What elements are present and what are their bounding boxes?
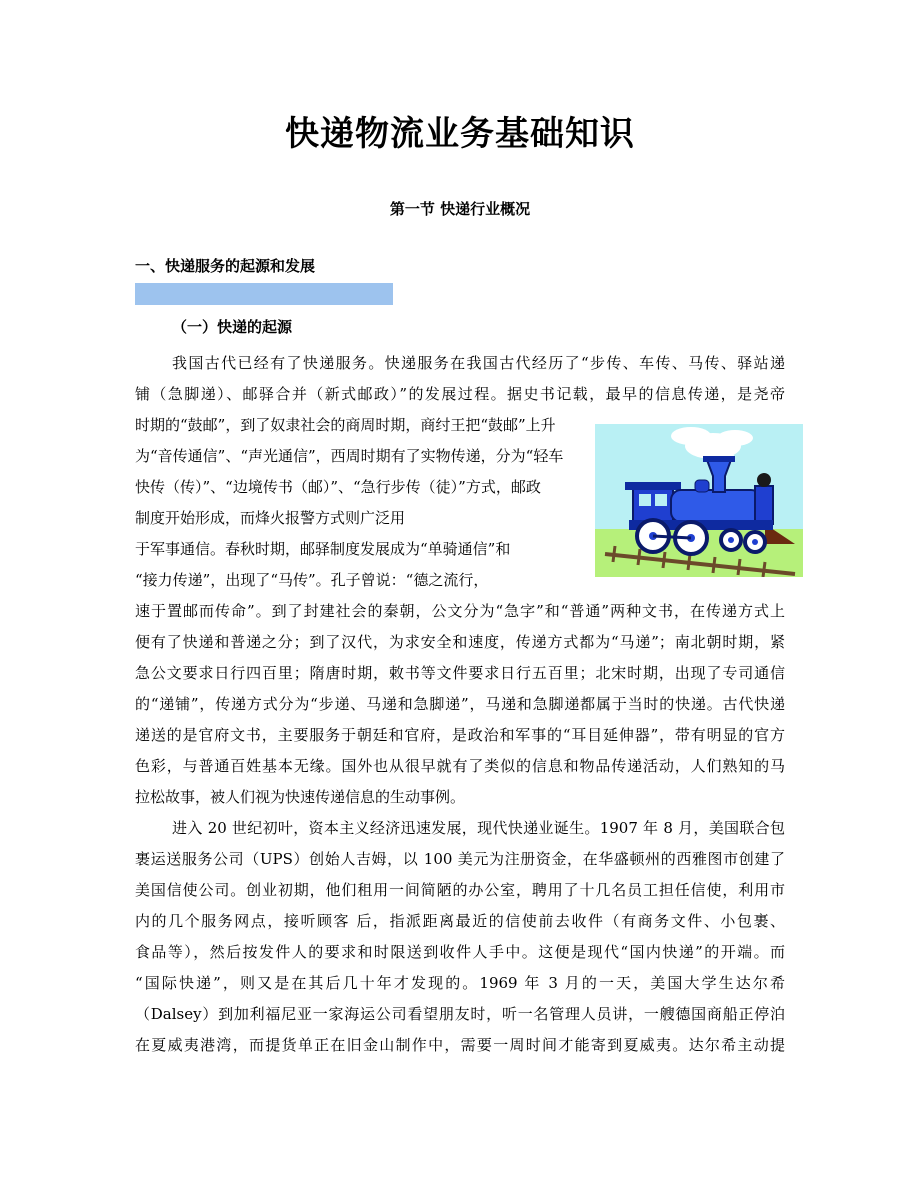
paragraph-line: 食品等），然后按发件人的要求和时限送到收件人手中。这便是现代“国内快递”的开端。而 xyxy=(135,943,785,961)
section-heading: 第一节 快递行业概况 xyxy=(389,200,531,218)
paragraph-line: 便有了快递和普递之分；到了汉代，为求安全和速度，传递方式都为“马递”；南北朝时期，紧 xyxy=(135,633,785,651)
paragraph-line: 递送的是官府文书，主要服务于朝廷和官府，是政治和军事的“耳目延伸器”，带有明显的官方 xyxy=(135,726,785,744)
paragraph-line: 色彩，与普通百姓基本无缘。国外也从很早就有了类似的信息和物品传递活动，人们熟知的马 xyxy=(135,757,785,775)
paragraph-line: 速于置邮而传命”。到了封建社会的秦朝，公文分为“急字”和“普通”两种文书，在传递方式上 xyxy=(135,602,785,620)
paragraph-line: （Dalsey）到加利福尼亚一家海运公司看望朋友时，听一名管理人员讲，一艘德国商船正停泊 xyxy=(135,1005,785,1023)
paragraph-line: 进入 20 世纪初叶，资本主义经济迅速发展，现代快递业诞生。1907 年 8 月，美国联合包 xyxy=(172,819,785,837)
paragraph-line: 时期的“鼓邮”，到了奴隶社会的商周时期，商纣王把“鼓邮”上升 xyxy=(135,416,556,434)
paragraph-line: 在夏威夷港湾，而提货单正在旧金山制作中，需要一周时间才能寄到夏威夷。达尔希主动提 xyxy=(135,1036,785,1054)
paragraph-line: 拉松故事，被人们视为快速传递信息的生动事例。 xyxy=(135,788,466,806)
highlight-bar xyxy=(135,283,393,305)
paragraph-line: 急公文要求日行四百里；隋唐时期，敕书等文件要求日行五百里；北宋时期，出现了专司通信 xyxy=(135,664,785,682)
paragraph-line: 内的几个服务网点，接听顾客 后，指派距离最近的信使前去收件（有商务文件、小包裹、 xyxy=(135,912,785,930)
paragraph-line: 于军事通信。春秋时期，邮驿制度发展成为“单骑通信”和 xyxy=(135,540,511,558)
paragraph-line: 美国信使公司。创业初期，他们租用一间简陋的办公室，聘用了十几名员工担任信使，利用市 xyxy=(135,881,785,899)
paragraph-line: “接力传递”，出现了“马传”。孔子曾说：“德之流行， xyxy=(135,571,489,589)
paragraph-line: 为“音传通信”、“声光通信”，西周时期有了实物传递，分为“轻车 xyxy=(135,447,564,465)
heading-level-2: （一）快递的起源 xyxy=(172,318,293,336)
paragraph-line: 的“递铺”，传递方式分为“步递、马递和急脚递”，马递和急脚递都属于当时的快递。古代快递 xyxy=(135,695,785,713)
locomotive-illustration xyxy=(595,424,803,577)
paragraph-line: “国际快递”，则又是在其后几十年才发现的。1969 年 3 月的一天，美国大学生达尔希 xyxy=(135,974,785,992)
paragraph-line: 我国古代已经有了快递服务。快递服务在我国古代经历了“步传、车传、马传、驿站递 xyxy=(172,354,785,372)
document-title: 快递物流业务基础知识 xyxy=(285,114,635,154)
paragraph-line: 快传（传）”、“边境传书（邮）”、“急行步传（徒）”方式，邮政 xyxy=(135,478,541,496)
heading-level-1: 一、快递服务的起源和发展 xyxy=(135,257,316,275)
paragraph-line: 铺（急脚递）、邮驿合并（新式邮政）”的发展过程。据史书记载，最早的信息传递，是尧帝 xyxy=(135,385,785,403)
paragraph-line: 裹运送服务公司（UPS）创始人吉姆，以 100 美元为注册资金，在华盛顿州的西雅图市创建了 xyxy=(135,850,785,868)
paragraph-line: 制度开始形成，而烽火报警方式则广泛用 xyxy=(135,509,406,527)
